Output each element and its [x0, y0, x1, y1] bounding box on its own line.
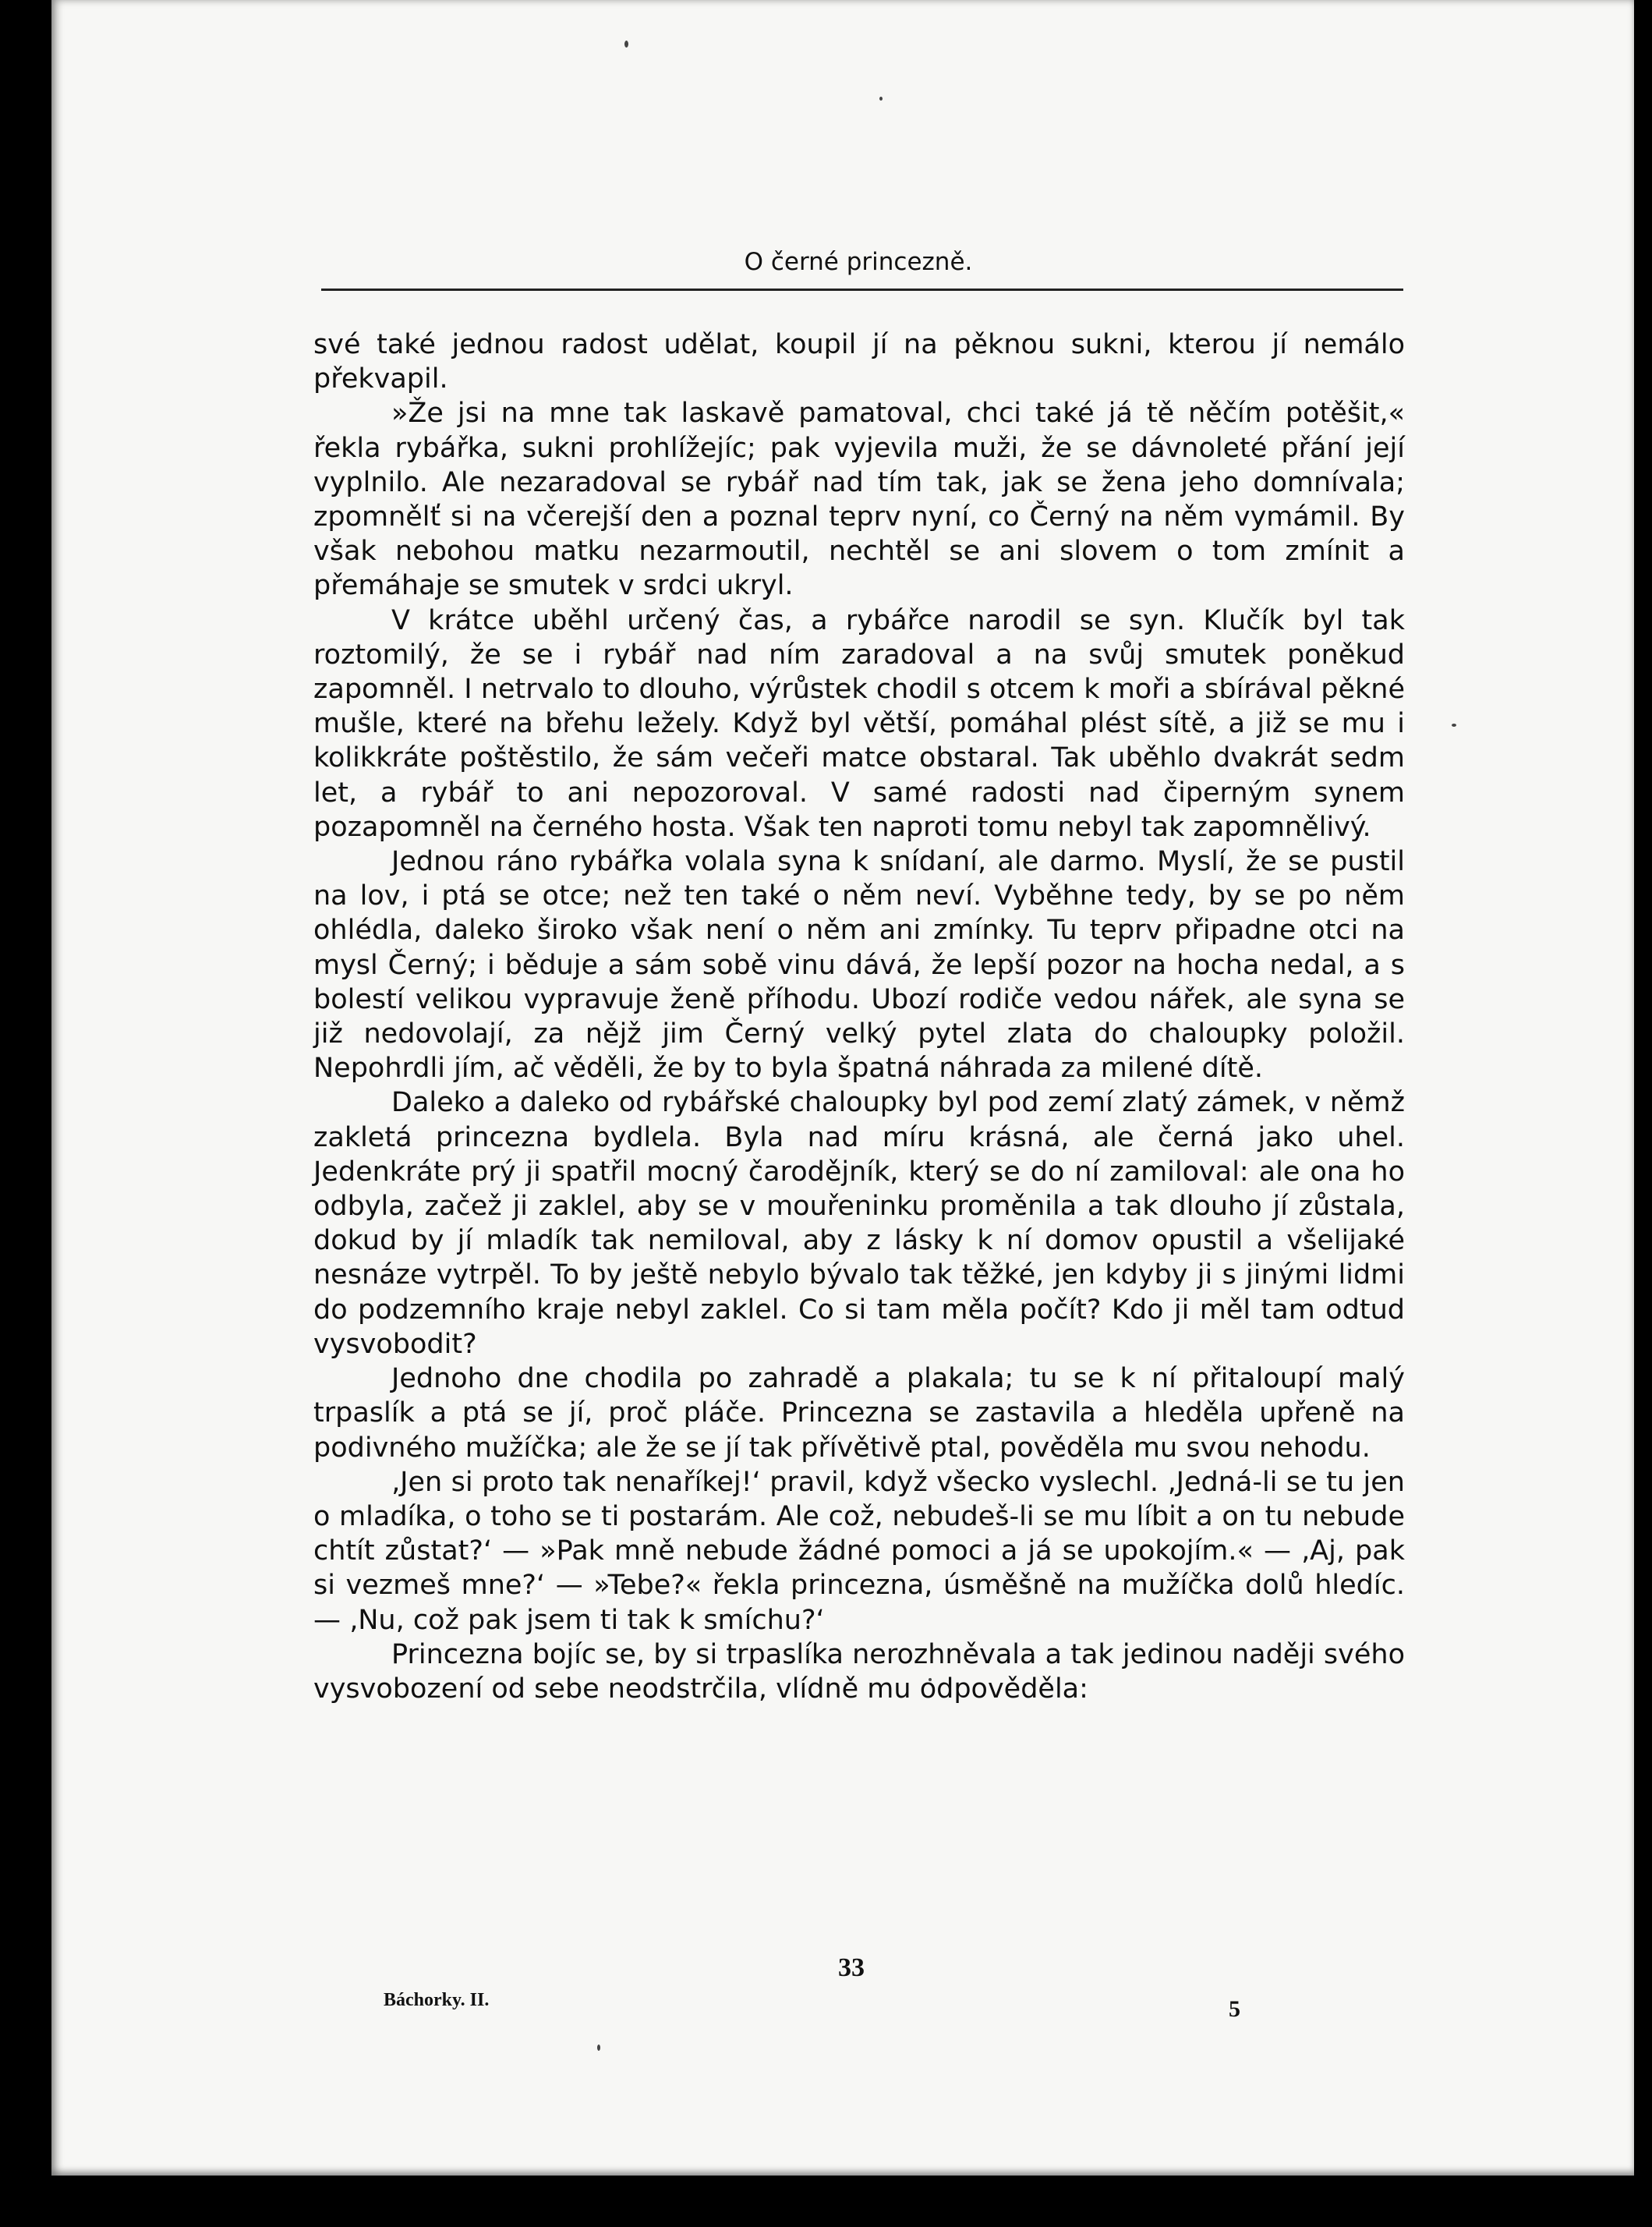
paragraph: »Že jsi na mne tak laskavě pamatoval, chci také já tě něčím potěšit,« řekla rybářka, sukni prohlížejíc; pak vyjevila muži, že se dávnoleté přání její vyplnilo. Ale nezaradoval se rybář nad tím tak, jak se žena jeho domnívala; zpomnělť si na včerejší den a poznal teprv nyní, co Černý na něm vymámil. By však nebohou matku nezarmoutil, nechtěl se ani slovem o tom zmínit a přemáhaje se smutek v srdci ukryl.	[313, 398, 1405, 602]
print-speck	[1452, 724, 1456, 727]
signature-mark: Báchorky. II.	[384, 1990, 490, 2010]
body-text	[313, 328, 1405, 1706]
print-speck	[624, 41, 628, 48]
paragraph: V krátce uběhl určený čas, a rybářce narodil se syn. Klučík byl tak roztomilý, že se i rybář nad ním zaradoval a na svůj smutek poněkud zapomněl. I netrvalo to dlouho, výrůstek chodil s otcem k moři a sbírával pěkné mušle, které na břehu ležely. Když byl větší, pomáhal plést sítě, a již se mu i kolikkráte poštěstilo, že sám večeři matce obstaral. Tak uběhlo dvakrát sedm let, a rybář to ani nepozoroval. V samé radosti nad čiperným synem pozapomněl na černého hosta. Však ten naproti tomu nebyl tak zapomnělivý.	[313, 604, 1405, 843]
print-speck	[879, 97, 883, 101]
paragraph: své také jednou radost udělat, koupil jí na pěknou sukni, kterou jí nemálo překvapil.	[313, 329, 1405, 395]
paragraph: Princezna bojíc se, by si trpaslíka nerozhněvala a tak jedinou naději svého vysvobození od sebe neodstrčila, vlídně mu odpověděla:	[313, 1638, 1405, 1705]
paragraph: Daleko a daleko od rybářské chaloupky byl pod zemí zlatý zámek, v němž zakletá princezna bydlela. Byla nad míru krásná, ale černá jako uhel. Jedenkráte prý ji spatřil mocný čarodějník, který se do ní zamiloval: ale ona ho odbyla, začež ji zaklel, aby se v mouřeninku proměnila a tak dlouho jí zůstala, dokud by jí mladík tak nemiloval, aby z lásky k ní domov opustil a všelijaké nesnáze vytrpěl. To by ještě nebylo bývalo tak těžké, jen kdyby ji s jinými lidmi do podzemního kraje nebyl zaklel. Co si tam měla počít? Kdo ji měl tam odtud vysvobodit?	[313, 1087, 1405, 1360]
header-rule	[321, 289, 1403, 291]
paragraph: Jednou ráno rybářka volala syna k snídaní, ale darmo. Myslí, že se pustil na lov, i ptá se otce; než ten také o něm neví. Vyběhne tedy, by se po něm ohlédla, daleko široko však není o něm ani zmínky. Tu teprv připadne otci na mysl Černý; i běduje a sám sobě vinu dává, že lepší pozor na hocha nedal, a s bolestí velikou vypravuje ženě příhodu. Ubozí rodiče vedou nářek, ale syna se již nedovolají, za nějž jim Černý velký pytel zlata do chaloupky položil. Nepohrdli jím, ač věděli, že by to byla špatná náhrada za milené dítě.	[313, 846, 1405, 1085]
paragraph: Jednoho dne chodila po zahradě a plakala; tu se k ní přitaloupí malý trpaslík a ptá se jí, proč pláče. Princezna se zastavila a hleděla upřeně na podivného mužíčka; ale že se jí tak přívětivě ptal, pověděla mu svou nehodu.	[313, 1363, 1405, 1464]
running-title: O černé princezně.	[744, 248, 973, 276]
page-number: 33	[838, 1953, 865, 1982]
print-speck	[597, 2045, 600, 2051]
book-page	[51, 0, 1634, 2176]
sheet-number: 5	[1229, 1996, 1240, 2022]
paragraph: ‚Jen si proto tak nenaříkej!‘ pravil, když všecko vyslechl. ‚Jedná-li se tu jen o mladíka, o toho se ti postarám. Ale což, nebudeš-li se mu líbit a on tu nebude chtít zůstat?‘ — »Pak mně nebude žádné pomoci a já se upokojím.« — ‚Aj, pak si vezmeš mne?‘ — »Tebe?« řekla princezna, úsměšně na mužíčka dolů hledíc. — ‚Nu, což pak jsem ti tak k smíchu?‘	[313, 1466, 1405, 1636]
